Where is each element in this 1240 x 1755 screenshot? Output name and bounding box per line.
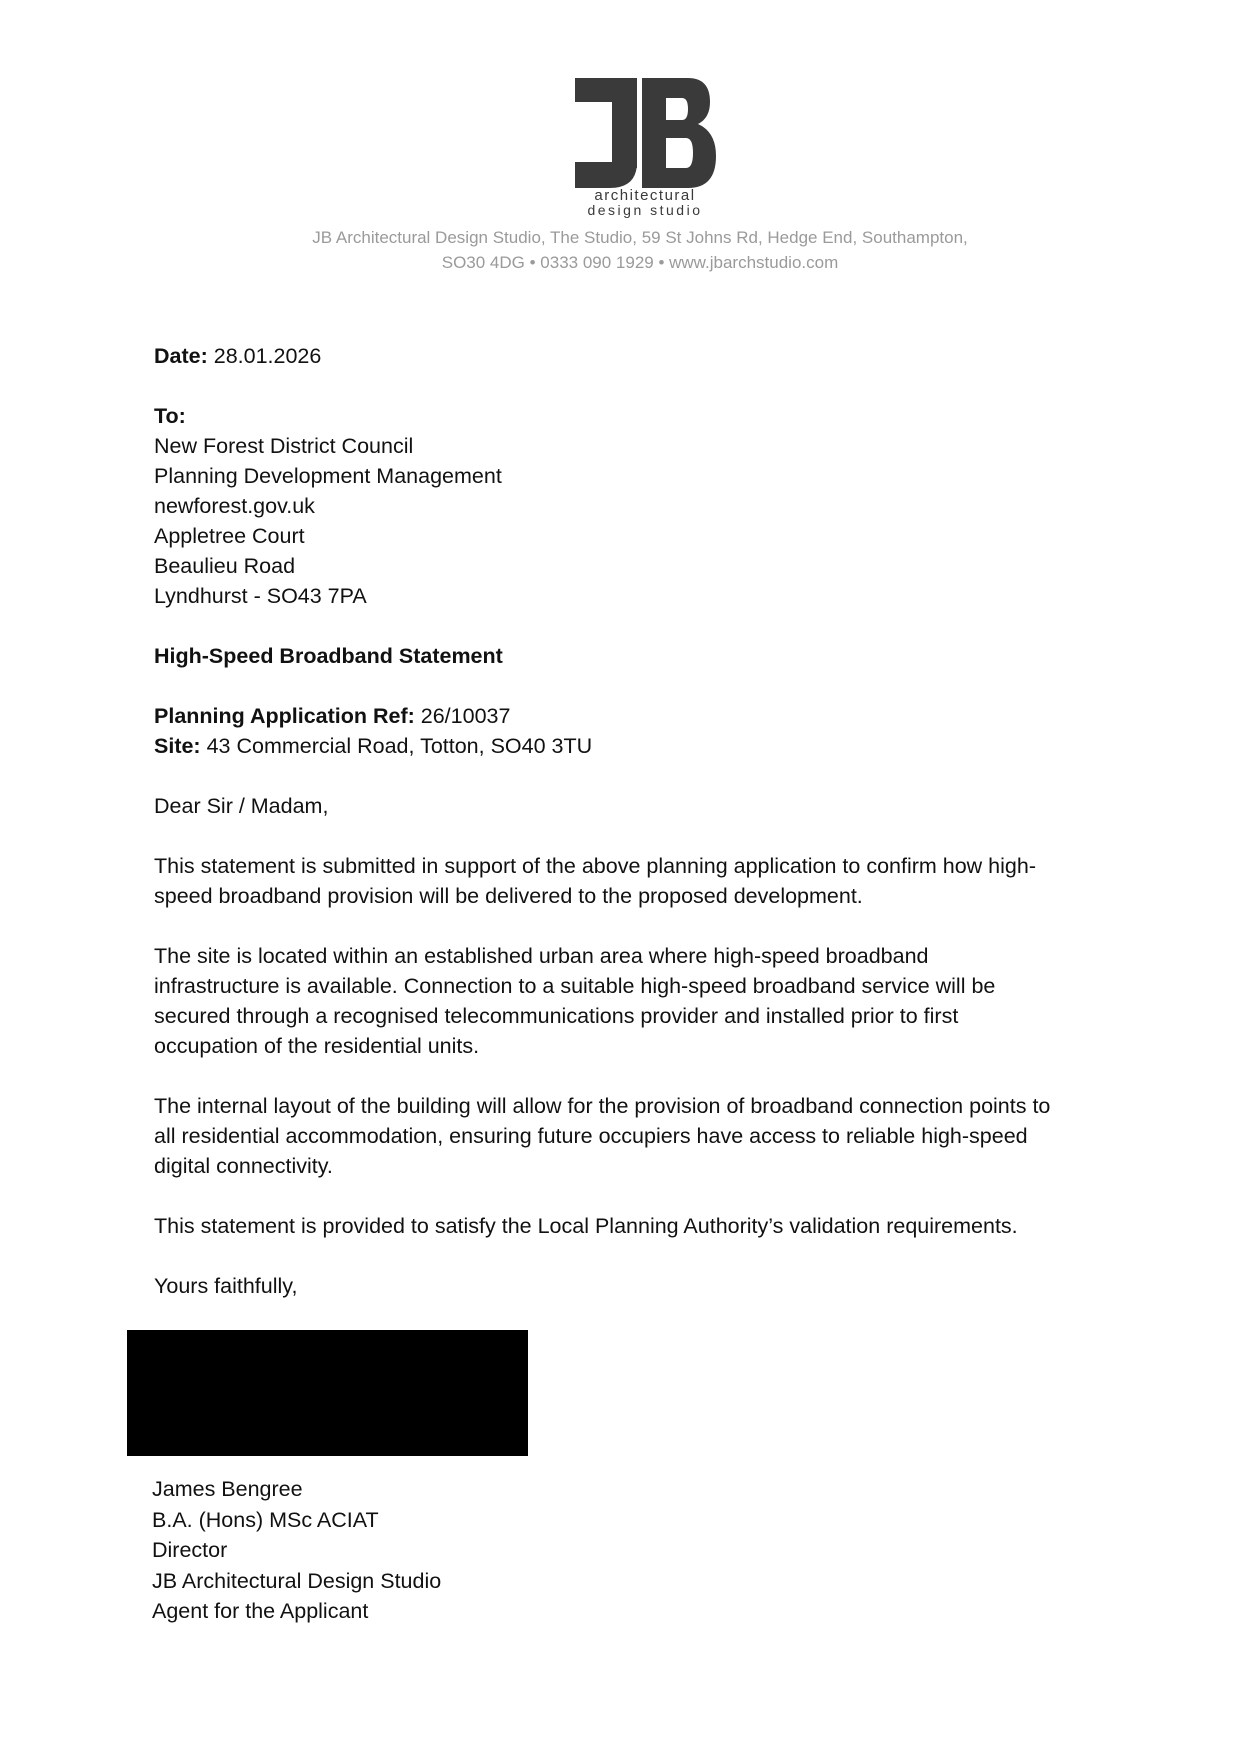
subject-heading: High-Speed Broadband Statement	[154, 644, 503, 668]
recipient-line: Planning Development Management	[154, 464, 502, 488]
paragraph-line: speed broadband provision will be delivered to the proposed development.	[154, 884, 863, 908]
signatory-role: Agent for the Applicant	[152, 1599, 369, 1623]
jb-logo	[570, 78, 720, 218]
paragraph-4: This statement is provided to satisfy the Local Planning Authority’s validation requirements.	[154, 1214, 1018, 1238]
logo-text-line1: architectural	[594, 187, 696, 204]
logo-initials: JB	[570, 78, 572, 79]
signatory-name: James Bengree	[152, 1477, 303, 1501]
letter-body	[154, 341, 1124, 1301]
paragraph-3	[154, 1091, 1124, 1181]
paragraph-line: This statement is submitted in support of the above planning application to confirm how high-	[154, 854, 1036, 878]
letterhead-line-1: JB Architectural Design Studio, The Studio, 59 St Johns Rd, Hedge End, Southampton,	[312, 228, 968, 247]
logo-j-hook	[575, 162, 637, 188]
recipient-line: New Forest District Council	[154, 434, 414, 458]
closing: Yours faithfully,	[154, 1274, 298, 1298]
site-line	[154, 731, 1124, 761]
logo-text-line2: design studio	[587, 202, 703, 218]
date-label: Date:	[154, 344, 208, 368]
recipient-address	[154, 431, 1124, 611]
to-label: To:	[154, 404, 186, 428]
paragraph-line: all residential accommodation, ensuring future occupiers have access to reliable high-speed	[154, 1124, 1028, 1148]
logo-j-stem	[612, 78, 637, 168]
recipient-line: Lyndhurst - SO43 7PA	[154, 584, 367, 608]
paragraph-2	[154, 941, 1124, 1061]
logo-b	[642, 78, 716, 188]
redacted-signature	[127, 1330, 528, 1456]
paragraph-line: The internal layout of the building will allow for the provision of broadband connection points to	[154, 1094, 1051, 1118]
paragraph-line: The site is located within an established urban area where high-speed broadband	[154, 944, 929, 968]
letterhead-address	[240, 225, 1040, 275]
ref-line	[154, 701, 1124, 731]
signature-block	[152, 1474, 441, 1627]
date-line	[154, 341, 1124, 371]
recipient-line: Appletree Court	[154, 524, 305, 548]
letterhead-line-2: SO30 4DG • 0333 090 1929 • www.jbarchstudio.com	[441, 253, 839, 272]
signatory-qualifications: B.A. (Hons) MSc ACIAT	[152, 1507, 379, 1532]
site-value: 43 Commercial Road, Totton, SO40 3TU	[200, 734, 593, 758]
salutation: Dear Sir / Madam,	[154, 794, 329, 818]
date-value: 28.01.2026	[207, 344, 322, 368]
ref-label: Planning Application Ref:	[154, 704, 415, 728]
paragraph-line: infrastructure is available. Connection to a suitable high-speed broadband service will be	[154, 974, 996, 998]
paragraph-1	[154, 851, 1124, 911]
recipient-line: newforest.gov.uk	[154, 494, 315, 518]
signatory-company: JB Architectural Design Studio	[152, 1568, 442, 1593]
signatory-title: Director	[152, 1538, 228, 1562]
recipient-line: Beaulieu Road	[154, 554, 296, 578]
ref-value: 26/10037	[414, 704, 511, 728]
paragraph-line: secured through a recognised telecommunications provider and installed prior to first	[154, 1004, 959, 1028]
paragraph-line: digital connectivity.	[154, 1154, 333, 1178]
paragraph-line: occupation of the residential units.	[154, 1034, 480, 1058]
site-label: Site:	[154, 734, 201, 758]
